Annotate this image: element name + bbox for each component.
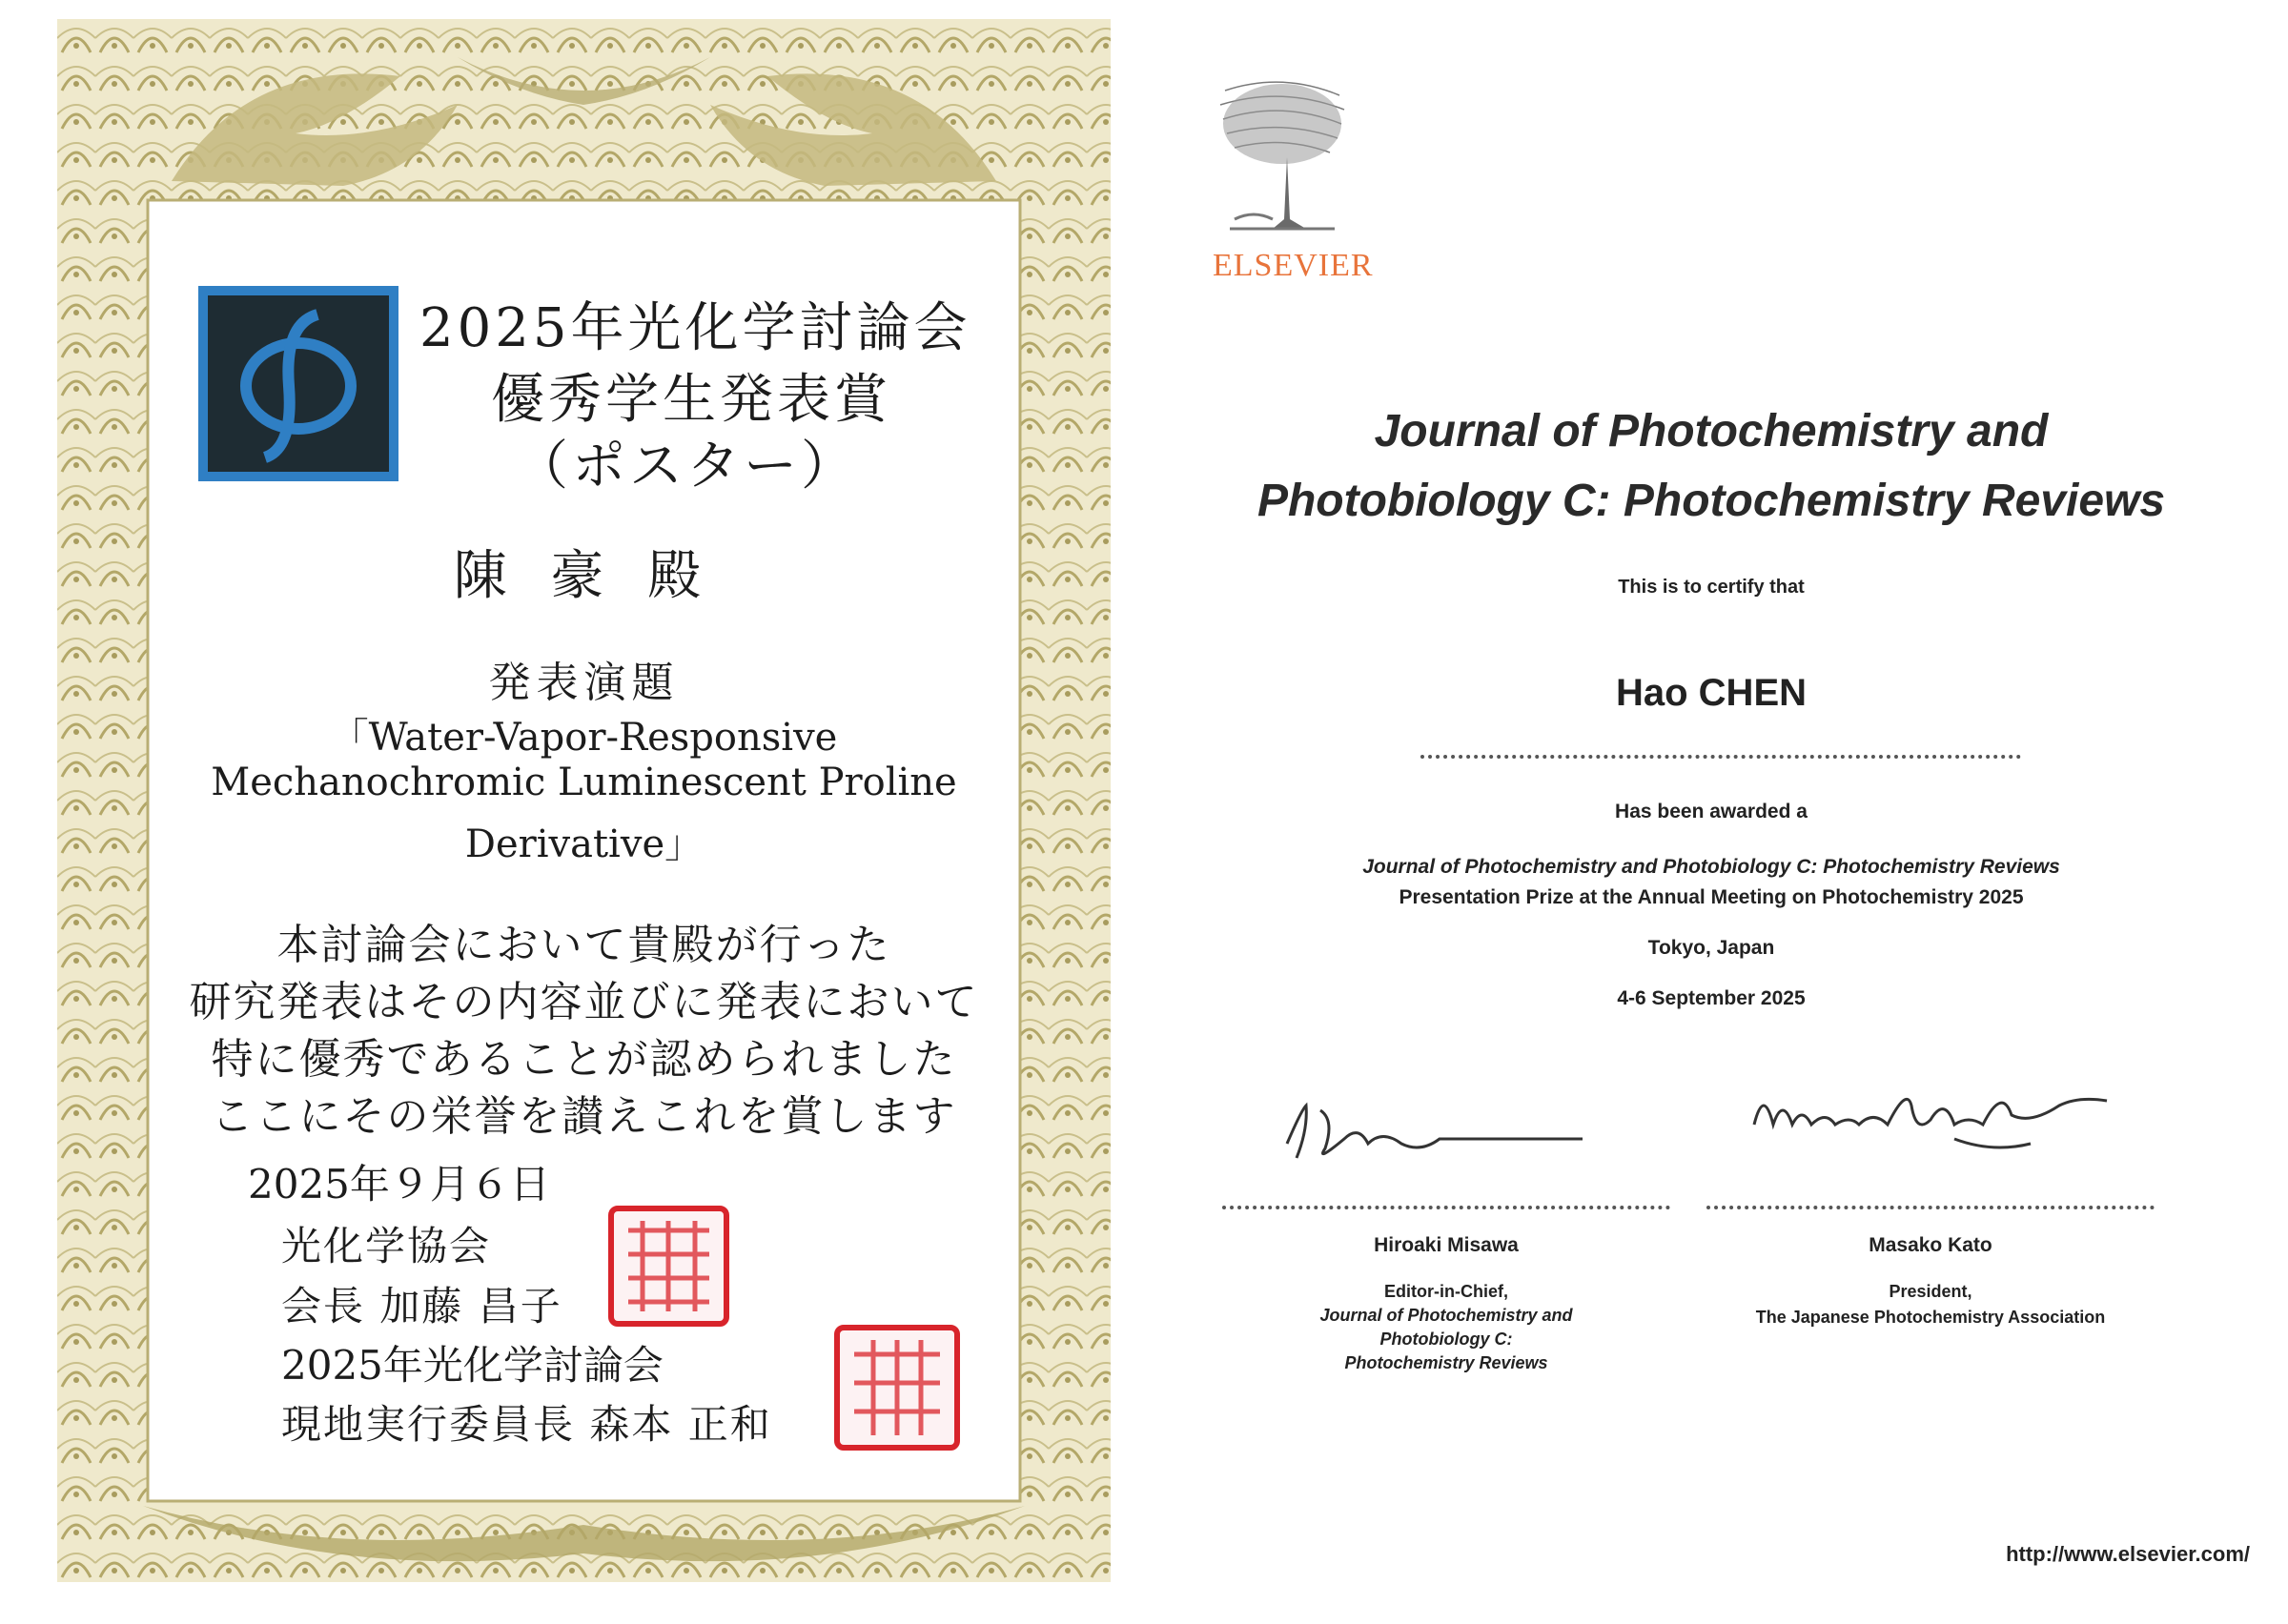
signature-line-1 xyxy=(1222,1206,1670,1209)
signer2-title-line2: The Japanese Photochemistry Association xyxy=(1755,1308,2106,1327)
recipient-name-en: Hao CHEN xyxy=(1615,672,1808,714)
signer2-title-line1: President, xyxy=(1889,1282,1972,1301)
prize-line1: Journal of Photochemistry and Photobiology C: Photochemistry Reviews xyxy=(1362,856,2060,878)
japanese-award-certificate xyxy=(57,19,1111,1582)
org2-name: 2025年光化学討論会 xyxy=(281,1342,664,1389)
elsevier-url: http://www.elsevier.com/ xyxy=(2006,1542,2250,1566)
org1-name: 光化学協会 xyxy=(281,1223,492,1269)
citation-line2: 研究発表はその内容並びに発表において xyxy=(189,978,979,1026)
citation-line1: 本討論会において貴殿が行った xyxy=(276,921,891,969)
award-location: Tokyo, Japan xyxy=(1647,937,1775,959)
journal-title-line2: Photobiology C: Photochemistry Reviews xyxy=(1256,476,2166,526)
presentation-title-line3: Derivative」 xyxy=(464,822,704,866)
journal-title-line1: Journal of Photochemistry and xyxy=(1374,406,2049,457)
award-date-jp: 2025年９月６日 xyxy=(248,1161,550,1208)
presentation-title-line2: Mechanochromic Luminescent Proline xyxy=(211,761,957,804)
name-underline xyxy=(1420,755,2021,759)
award-title-line1: 2025年光化学討論会 xyxy=(419,297,971,359)
signature-kato xyxy=(1745,1067,2126,1182)
certify-text: This is to certify that xyxy=(1618,577,1805,598)
photochemistry-society-logo xyxy=(198,286,398,481)
signature-line-2 xyxy=(1706,1206,2155,1209)
elsevier-tree-logo xyxy=(1216,76,1349,243)
award-title-line3: （ポスター） xyxy=(515,436,858,497)
citation-line4: ここにその栄誉を讃えこれを賞します xyxy=(211,1092,957,1141)
signature-misawa xyxy=(1277,1091,1592,1177)
signer1-title-line3: Photobiology C: xyxy=(1379,1330,1513,1349)
presentation-title-line1: 「Water-Vapor-Responsive xyxy=(330,716,838,760)
citation-line3: 特に優秀であることが認められました xyxy=(211,1035,957,1084)
signer1-title-line1: Editor-in-Chief, xyxy=(1384,1282,1508,1301)
red-seal-1 xyxy=(608,1206,729,1327)
org1-signatory: 会長 加藤 昌子 xyxy=(281,1283,562,1330)
red-seal-2 xyxy=(834,1325,960,1451)
org2-signatory: 現地実行委員長 森本 正和 xyxy=(281,1401,772,1448)
awarded-text: Has been awarded a xyxy=(1615,801,1808,822)
recipient-name-jp: 陳 豪 殿 xyxy=(453,545,715,607)
award-title-line2: 優秀学生発表賞 xyxy=(491,369,891,431)
signer1-name: Hiroaki Misawa xyxy=(1374,1234,1519,1256)
presentation-label: 発表演題 xyxy=(488,659,680,707)
award-date-en: 4-6 September 2025 xyxy=(1617,987,1806,1009)
signer1-title-line2: Journal of Photochemistry and xyxy=(1319,1306,1573,1325)
signer1-title-line4: Photochemistry Reviews xyxy=(1344,1353,1548,1372)
signer2-name: Masako Kato xyxy=(1869,1234,1992,1256)
prize-line2: Presentation Prize at the Annual Meeting on Photochemistry 2025 xyxy=(1399,886,2024,908)
elsevier-wordmark: ELSEVIER xyxy=(1213,248,1374,283)
elsevier-award-certificate xyxy=(1154,19,2269,1582)
